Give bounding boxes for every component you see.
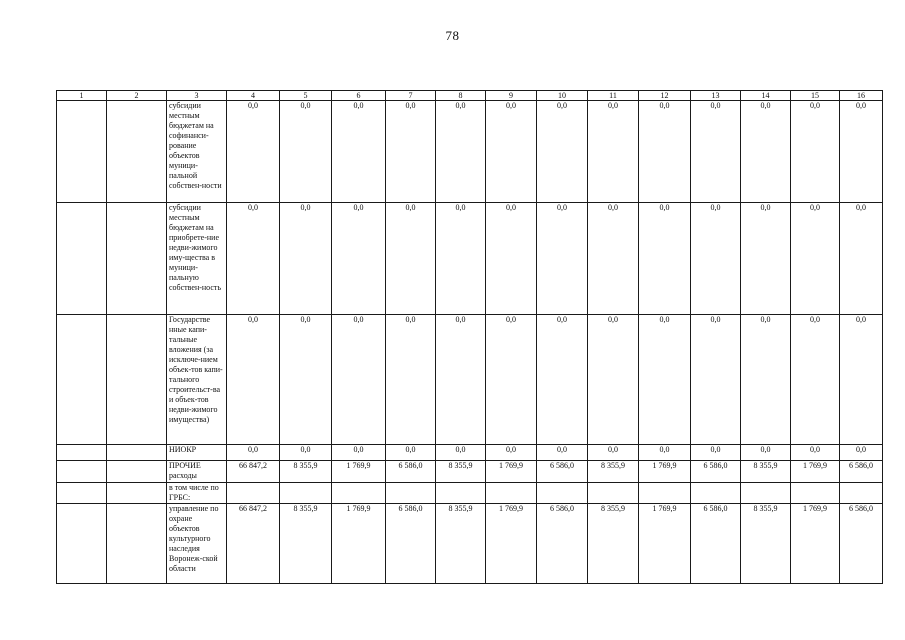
blank-cell <box>57 483 107 504</box>
header-cell: 14 <box>741 91 791 101</box>
value-cell: 0,0 <box>227 101 280 203</box>
blank-cell <box>57 315 107 445</box>
blank-cell <box>107 203 167 315</box>
value-cell: 0,0 <box>791 315 840 445</box>
value-cell: 0,0 <box>332 203 386 315</box>
page-number: 78 <box>445 28 460 43</box>
value-cell: 0,0 <box>537 101 588 203</box>
value-cell: 0,0 <box>741 101 791 203</box>
header-row <box>57 91 883 101</box>
value-cell: 6 586,0 <box>386 461 436 483</box>
table-row <box>57 461 883 483</box>
value-cell: 0,0 <box>436 203 486 315</box>
value-cell: 0,0 <box>227 203 280 315</box>
value-cell: 6 586,0 <box>840 461 883 483</box>
value-cell: 0,0 <box>840 315 883 445</box>
value-cell <box>741 483 791 504</box>
value-cell: 66 847,2 <box>227 504 280 584</box>
value-cell: 0,0 <box>227 445 280 461</box>
value-cell: 6 586,0 <box>537 504 588 584</box>
value-cell: 1 769,9 <box>486 461 537 483</box>
header-cell: 10 <box>537 91 588 101</box>
value-cell <box>588 483 639 504</box>
value-cell: 0,0 <box>840 445 883 461</box>
value-cell: 8 355,9 <box>280 504 332 584</box>
value-cell: 0,0 <box>436 315 486 445</box>
value-cell <box>486 483 537 504</box>
header-cell: 16 <box>840 91 883 101</box>
value-cell: 0,0 <box>741 315 791 445</box>
value-cell: 8 355,9 <box>436 504 486 584</box>
value-cell: 0,0 <box>537 203 588 315</box>
table-row <box>57 203 883 315</box>
budget-table <box>56 90 883 584</box>
value-cell: 6 586,0 <box>691 461 741 483</box>
value-cell <box>840 483 883 504</box>
value-cell: 0,0 <box>280 315 332 445</box>
blank-cell <box>107 483 167 504</box>
value-cell: 0,0 <box>741 203 791 315</box>
header-cell: 3 <box>167 91 227 101</box>
value-cell: 6 586,0 <box>386 504 436 584</box>
value-cell: 8 355,9 <box>741 461 791 483</box>
table-row <box>57 445 883 461</box>
value-cell: 1 769,9 <box>639 504 691 584</box>
value-cell: 1 769,9 <box>639 461 691 483</box>
value-cell: 0,0 <box>486 445 537 461</box>
value-cell: 8 355,9 <box>588 504 639 584</box>
blank-cell <box>57 101 107 203</box>
value-cell: 1 769,9 <box>791 504 840 584</box>
value-cell: 8 355,9 <box>280 461 332 483</box>
header-cell: 11 <box>588 91 639 101</box>
row-label: НИОКР <box>167 445 227 461</box>
value-cell: 0,0 <box>840 203 883 315</box>
value-cell: 0,0 <box>691 101 741 203</box>
value-cell: 0,0 <box>332 101 386 203</box>
value-cell: 0,0 <box>791 445 840 461</box>
value-cell: 8 355,9 <box>436 461 486 483</box>
value-cell <box>791 483 840 504</box>
value-cell: 0,0 <box>280 203 332 315</box>
value-cell: 0,0 <box>227 315 280 445</box>
value-cell: 0,0 <box>537 315 588 445</box>
table-row <box>57 504 883 584</box>
table-row <box>57 101 883 203</box>
value-cell <box>537 483 588 504</box>
header-cell: 4 <box>227 91 280 101</box>
value-cell: 1 769,9 <box>791 461 840 483</box>
header-cell: 13 <box>691 91 741 101</box>
header-cell: 15 <box>791 91 840 101</box>
blank-cell <box>107 101 167 203</box>
row-label: субсидии местным бюджетам на софинанси-рование объектов муници-пальной собствен-ности <box>167 101 227 203</box>
header-cell: 1 <box>57 91 107 101</box>
value-cell: 0,0 <box>639 445 691 461</box>
row-label: ПРОЧИЕ расходы <box>167 461 227 483</box>
blank-cell <box>107 504 167 584</box>
blank-cell <box>107 445 167 461</box>
value-cell: 0,0 <box>280 445 332 461</box>
value-cell: 0,0 <box>639 315 691 445</box>
header-cell: 6 <box>332 91 386 101</box>
value-cell: 0,0 <box>386 445 436 461</box>
value-cell <box>227 483 280 504</box>
blank-cell <box>107 461 167 483</box>
value-cell: 0,0 <box>436 101 486 203</box>
value-cell: 0,0 <box>486 315 537 445</box>
row-label: управление по охране объектов культурного наследия Воронеж-ской области <box>167 504 227 584</box>
value-cell: 0,0 <box>588 315 639 445</box>
value-cell: 0,0 <box>386 101 436 203</box>
value-cell: 0,0 <box>791 101 840 203</box>
value-cell: 0,0 <box>588 101 639 203</box>
blank-cell <box>57 445 107 461</box>
value-cell: 8 355,9 <box>741 504 791 584</box>
value-cell: 1 769,9 <box>332 461 386 483</box>
table-row <box>57 483 883 504</box>
blank-cell <box>57 203 107 315</box>
value-cell: 0,0 <box>639 101 691 203</box>
value-cell: 0,0 <box>741 445 791 461</box>
value-cell: 6 586,0 <box>691 504 741 584</box>
value-cell <box>332 483 386 504</box>
header-cell: 8 <box>436 91 486 101</box>
blank-cell <box>57 461 107 483</box>
value-cell: 0,0 <box>386 315 436 445</box>
value-cell: 0,0 <box>588 203 639 315</box>
value-cell: 0,0 <box>332 445 386 461</box>
value-cell: 8 355,9 <box>588 461 639 483</box>
value-cell <box>386 483 436 504</box>
value-cell <box>280 483 332 504</box>
value-cell: 1 769,9 <box>332 504 386 584</box>
value-cell: 0,0 <box>386 203 436 315</box>
value-cell: 0,0 <box>840 101 883 203</box>
value-cell: 0,0 <box>691 315 741 445</box>
header-cell: 9 <box>486 91 537 101</box>
value-cell: 66 847,2 <box>227 461 280 483</box>
value-cell: 1 769,9 <box>486 504 537 584</box>
blank-cell <box>57 504 107 584</box>
table-row <box>57 315 883 445</box>
value-cell: 0,0 <box>280 101 332 203</box>
value-cell: 0,0 <box>332 315 386 445</box>
value-cell <box>639 483 691 504</box>
value-cell: 6 586,0 <box>537 461 588 483</box>
row-label: субсидии местным бюджетам на приобрете-ние недви-жимого иму-щества в муници-пальную собствен-ность <box>167 203 227 315</box>
header-cell: 2 <box>107 91 167 101</box>
value-cell: 6 586,0 <box>840 504 883 584</box>
value-cell <box>436 483 486 504</box>
row-label: в том числе по ГРБС: <box>167 483 227 504</box>
header-cell: 7 <box>386 91 436 101</box>
blank-cell <box>107 315 167 445</box>
value-cell: 0,0 <box>691 203 741 315</box>
value-cell: 0,0 <box>486 101 537 203</box>
value-cell: 0,0 <box>791 203 840 315</box>
header-cell: 5 <box>280 91 332 101</box>
value-cell: 0,0 <box>691 445 741 461</box>
value-cell: 0,0 <box>588 445 639 461</box>
value-cell <box>691 483 741 504</box>
value-cell: 0,0 <box>639 203 691 315</box>
value-cell: 0,0 <box>537 445 588 461</box>
value-cell: 0,0 <box>486 203 537 315</box>
row-label: Государстве нные капи-тальные вложения (за исключе-нием объек-тов капи-тального строительст-ва и объек-тов недви-жимого имущества) <box>167 315 227 445</box>
value-cell: 0,0 <box>436 445 486 461</box>
header-cell: 12 <box>639 91 691 101</box>
